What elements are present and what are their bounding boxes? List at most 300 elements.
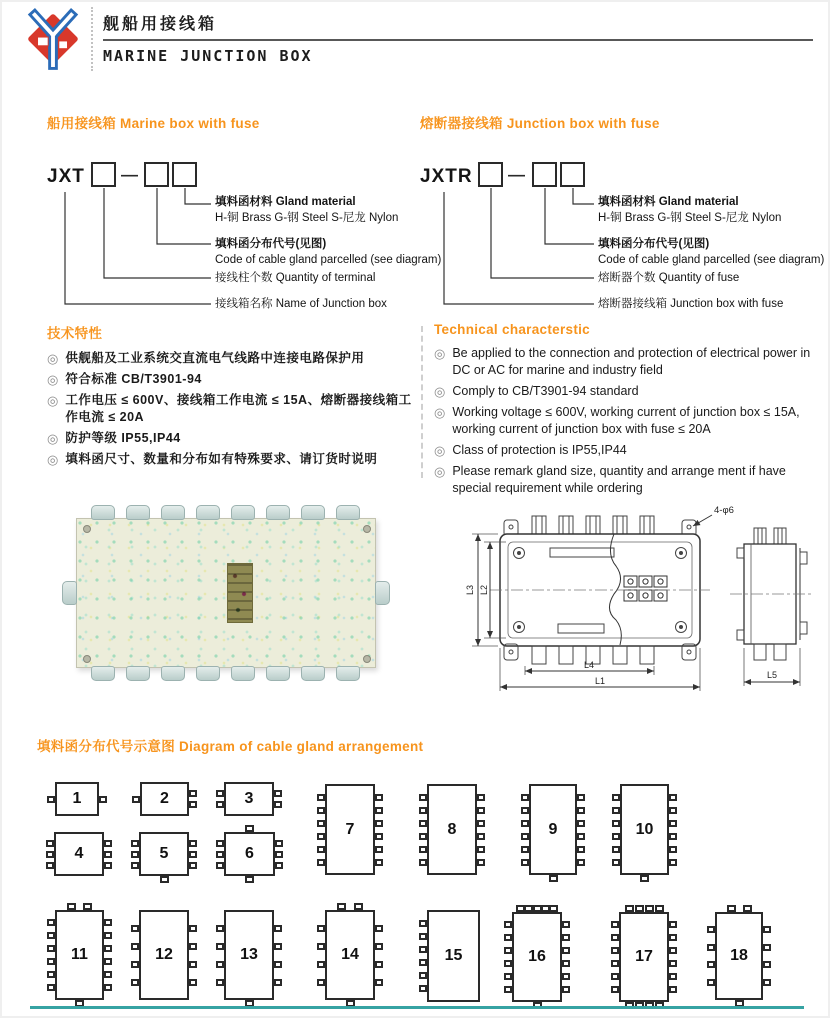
gland-tab: [104, 851, 112, 858]
gland-box-number: 12: [155, 946, 173, 963]
bullet-icon: ◎: [47, 372, 59, 387]
gland-tab: [541, 905, 550, 912]
cable-gland: [336, 505, 360, 520]
label-gland-code: 填料函分布代号(见图) Code of cable gland parcelled (see diagram): [598, 238, 825, 266]
gland-tab: [504, 921, 512, 928]
gland-tab: [354, 903, 363, 910]
gland-tab: [317, 807, 325, 814]
gland-box-number: 14: [341, 946, 359, 963]
gland-tab: [46, 862, 54, 869]
gland-tab: [274, 961, 282, 968]
gland-tab: [763, 926, 771, 933]
gland-tab: [131, 943, 139, 950]
gland-tab: [521, 859, 529, 866]
label-terminal-qty: 接线柱个数 Quantity of terminal: [215, 272, 376, 284]
gland-tab: [375, 794, 383, 801]
label-gland-material: 填料函材料 Gland material H-铜 Brass G-钢 Steel S-尼龙 Nylon: [215, 196, 399, 224]
gland-tab: [419, 933, 427, 940]
tech-item: [434, 442, 822, 459]
tech-item: [434, 404, 822, 438]
gland-tab: [216, 801, 224, 808]
gland-tab: [132, 796, 140, 803]
cable-gland: [336, 666, 360, 681]
gland-arrangement-box: [55, 782, 99, 816]
tech-cn-section: [47, 322, 417, 472]
gland-tab: [763, 961, 771, 968]
gland-tab: [763, 944, 771, 951]
tech-item: [47, 371, 417, 388]
header: [103, 11, 815, 65]
gland-tab: [655, 905, 664, 912]
tech-en-title: Technical characterstic: [434, 322, 590, 337]
gland-tab: [562, 986, 570, 993]
gland-arrangement-box: [224, 832, 275, 876]
gland-tab: [216, 943, 224, 950]
gland-tab: [477, 859, 485, 866]
gland-tab: [611, 973, 619, 980]
gland-tab: [612, 820, 620, 827]
gland-tab: [625, 905, 634, 912]
gland-tab: [274, 790, 282, 797]
gland-tab: [216, 840, 224, 847]
gland-box-number: 10: [635, 820, 654, 838]
gland-tab: [216, 961, 224, 968]
gland-tab: [611, 947, 619, 954]
gland-tab: [504, 986, 512, 993]
label-fuse-qty: 熔断器个数 Quantity of fuse: [598, 272, 740, 284]
cable-gland: [301, 505, 325, 520]
cable-gland: [266, 505, 290, 520]
gland-tab: [521, 833, 529, 840]
cable-gland: [375, 581, 390, 605]
gland-tab: [131, 961, 139, 968]
gland-tab: [104, 932, 112, 939]
gland-tab: [317, 794, 325, 801]
tech-item-text: 防护等级 IP55,IP44: [65, 431, 181, 445]
cable-gland: [91, 666, 115, 681]
cable-gland: [301, 666, 325, 681]
tech-item-text: Please remark gland size, quantity and arrange ment if have special requirement while ordering: [452, 464, 786, 495]
marine-model-designation: [47, 158, 442, 330]
tech-item-text: Be applied to the connection and protection of electrical power in DC or AC for marine and industry field: [452, 346, 811, 377]
gland-arrangement-box: [620, 784, 669, 875]
gland-tab: [562, 947, 570, 954]
cable-gland: [231, 505, 255, 520]
gland-box-number: 8: [447, 820, 457, 838]
gland-tab: [216, 790, 224, 797]
gland-tab: [245, 825, 254, 832]
gland-tab: [611, 960, 619, 967]
gland-tab: [131, 925, 139, 932]
bullet-icon: ◎: [434, 346, 446, 361]
gland-tab: [419, 946, 427, 953]
cable-gland: [161, 505, 185, 520]
gland-tab: [375, 943, 383, 950]
gland-tab: [317, 833, 325, 840]
gland-tab: [669, 921, 677, 928]
gland-tab: [375, 961, 383, 968]
cable-gland: [196, 666, 220, 681]
company-logo-icon: [24, 8, 82, 70]
model-prefix: JXT: [47, 166, 85, 187]
gland-tab: [477, 794, 485, 801]
cable-gland: [161, 666, 185, 681]
gland-tab: [104, 984, 112, 991]
gland-tab: [612, 807, 620, 814]
gland-tab: [612, 794, 620, 801]
gland-tab: [83, 903, 92, 910]
gland-tab: [317, 859, 325, 866]
cable-gland: [62, 581, 77, 605]
gland-box-number: 15: [444, 947, 463, 964]
gland-tab: [477, 833, 485, 840]
gland-tab: [562, 921, 570, 928]
gland-tab: [707, 979, 715, 986]
gland-arrangement-box: [139, 910, 189, 1000]
gland-arrangement-box: [224, 910, 274, 1000]
gland-tab: [189, 961, 197, 968]
model-code-box: [560, 162, 585, 187]
gland-tab: [47, 796, 55, 803]
gland-tab: [375, 807, 383, 814]
gland-tab: [104, 945, 112, 952]
gland-tab: [46, 851, 54, 858]
gland-tab: [549, 905, 558, 912]
gland-tab: [419, 920, 427, 927]
gland-tab: [419, 807, 427, 814]
photo-screw: [83, 655, 91, 663]
gland-tab: [216, 862, 224, 869]
gland-tab: [104, 971, 112, 978]
tech-divider: [421, 326, 423, 478]
label-gland-code: 填料函分布代号(见图) Code of cable gland parcelled (see diagram): [215, 238, 442, 266]
marine-section-title: 船用接线箱 Marine box with fuse: [47, 116, 260, 131]
bullet-icon: ◎: [434, 384, 446, 399]
gland-box-number: 2: [160, 790, 169, 807]
model-code-box: [532, 162, 557, 187]
gland-tab: [337, 903, 346, 910]
gland-arrangement-box: [55, 910, 104, 1000]
page-title-cn: 舰船用接线箱: [103, 16, 218, 33]
label-gland-material: 填料函材料 Gland material H-铜 Brass G-钢 Steel S-尼龙 Nylon: [598, 196, 782, 224]
gland-tab: [521, 794, 529, 801]
gland-tab: [375, 925, 383, 932]
gland-tab: [669, 846, 677, 853]
gland-tab: [516, 905, 525, 912]
gland-tab: [317, 979, 325, 986]
gland-tab: [669, 859, 677, 866]
bullet-icon: ◎: [47, 431, 59, 446]
gland-tab: [562, 973, 570, 980]
gland-arrangement-box: [224, 782, 274, 816]
gland-tab: [577, 820, 585, 827]
tech-item-text: 填料函尺寸、数量和分布如有特殊要求、请订货时说明: [65, 452, 378, 466]
gland-tab: [131, 840, 139, 847]
gland-tab: [611, 921, 619, 928]
gland-tab: [375, 833, 383, 840]
gland-tab: [504, 973, 512, 980]
drawing-holes-label: 4-φ6: [714, 505, 734, 516]
gland-tab: [245, 876, 254, 883]
gland-box-number: 3: [244, 790, 254, 807]
gland-tab: [189, 790, 197, 797]
cable-gland: [126, 666, 150, 681]
bullet-icon: ◎: [434, 464, 446, 479]
gland-tab: [47, 945, 55, 952]
gland-tab: [46, 840, 54, 847]
gland-tab: [669, 820, 677, 827]
gland-arrangement-box: [427, 784, 477, 875]
gland-tab: [612, 833, 620, 840]
gland-tab: [189, 862, 197, 869]
gland-arrangement-box: [427, 910, 480, 1002]
label-box-name: 接线箱名称 Name of Junction box: [215, 298, 387, 310]
gland-tab: [419, 846, 427, 853]
gland-tab: [521, 807, 529, 814]
header-rule: [103, 39, 813, 41]
photo-screw: [83, 525, 91, 533]
model-prefix: JXTR: [420, 166, 473, 187]
gland-tab: [104, 958, 112, 965]
model-dash: —: [508, 165, 525, 184]
model-code-box: [172, 162, 197, 187]
gland-tab: [216, 979, 224, 986]
tech-item-text: Class of protection is IP55,IP44: [452, 443, 627, 457]
gland-tab: [317, 925, 325, 932]
gland-tab: [317, 846, 325, 853]
tech-cn-title: 技术特性: [47, 326, 103, 341]
gland-tab: [707, 944, 715, 951]
photo-nameplate: [227, 563, 253, 623]
gland-tab: [477, 807, 485, 814]
gland-arrangement-box: [325, 784, 375, 875]
gland-tab: [504, 934, 512, 941]
gland-tab: [669, 833, 677, 840]
gland-arrangement-box: [715, 912, 763, 1000]
bullet-icon: ◎: [47, 393, 59, 408]
gland-tab: [577, 807, 585, 814]
gland-tab: [577, 794, 585, 801]
junction-box-body: [76, 518, 376, 668]
model-code-box: [144, 162, 169, 187]
gland-tab: [645, 905, 654, 912]
gland-tab: [640, 875, 649, 882]
bullet-icon: ◎: [434, 405, 446, 420]
tech-en-list: [434, 345, 822, 497]
gland-tab: [635, 905, 644, 912]
gland-tab: [419, 820, 427, 827]
gland-tab: [375, 859, 383, 866]
gland-tab: [104, 919, 112, 926]
gland-box-number: 17: [635, 948, 653, 965]
gland-tab: [189, 801, 197, 808]
header-divider: [91, 7, 93, 71]
label-box-name: 熔断器接线箱 Junction box with fuse: [598, 298, 784, 310]
gland-tab: [216, 925, 224, 932]
tech-item-text: 符合标准 CB/T3901-94: [65, 372, 202, 386]
marine-box-section: [47, 112, 442, 330]
gland-tab: [104, 840, 112, 847]
gland-tab: [521, 846, 529, 853]
gland-tab: [375, 820, 383, 827]
gland-tab: [727, 905, 736, 912]
gland-arrangement-box: [619, 912, 669, 1002]
gland-tab: [274, 925, 282, 932]
gland-tab: [160, 876, 169, 883]
bottom-rule: [30, 1006, 804, 1009]
gland-tab: [216, 851, 224, 858]
gland-tab: [131, 851, 139, 858]
gland-arrangement-box: [529, 784, 577, 875]
model-code-box: [91, 162, 116, 187]
dimension-drawing: [462, 492, 824, 707]
gland-diagram-title: 填料函分布代号示意图 Diagram of cable gland arrangement: [37, 739, 424, 754]
gland-box-number: 1: [72, 790, 82, 807]
gland-tab: [275, 862, 283, 869]
gland-tab: [669, 934, 677, 941]
gland-box-number: 4: [74, 845, 84, 862]
gland-tab: [47, 932, 55, 939]
gland-tab: [669, 986, 677, 993]
gland-arrangement-box: [325, 910, 375, 1000]
gland-tab: [317, 820, 325, 827]
gland-tab: [131, 862, 139, 869]
gland-tab: [375, 979, 383, 986]
gland-tab: [533, 905, 542, 912]
tech-cn-list: [47, 350, 417, 468]
gland-tab: [47, 984, 55, 991]
gland-tab: [419, 859, 427, 866]
bullet-icon: ◎: [434, 443, 446, 458]
gland-arrangement-box: [140, 782, 189, 816]
gland-tab: [189, 851, 197, 858]
gland-box-number: 16: [528, 948, 546, 965]
bullet-icon: ◎: [47, 351, 59, 366]
gland-tab: [275, 840, 283, 847]
gland-tab: [763, 979, 771, 986]
gland-box-number: 7: [345, 820, 355, 838]
gland-tab: [477, 846, 485, 853]
gland-tab: [131, 979, 139, 986]
gland-tab: [669, 807, 677, 814]
gland-tab: [743, 905, 752, 912]
product-photo: [62, 498, 392, 690]
gland-tab: [611, 986, 619, 993]
gland-tab: [419, 972, 427, 979]
gland-tab: [419, 794, 427, 801]
gland-box-number: 6: [245, 845, 254, 862]
tech-item-text: 供舰船及工业系统交直流电气线路中连接电路保护用: [65, 351, 365, 365]
gland-tab: [549, 875, 558, 882]
cable-gland: [91, 505, 115, 520]
gland-box-number: 9: [548, 820, 558, 838]
gland-tab: [504, 947, 512, 954]
gland-tab: [317, 943, 325, 950]
gland-tab: [612, 846, 620, 853]
tech-en-section: [434, 322, 822, 501]
gland-tab: [419, 833, 427, 840]
gland-box-number: 18: [730, 947, 748, 964]
gland-box-number: 5: [159, 845, 169, 862]
gland-tab: [274, 979, 282, 986]
tech-item-text: Working voltage ≤ 600V, working current of junction box ≤ 15A, working current of junction box with fuse ≤ 20A: [452, 405, 800, 436]
photo-screw: [363, 525, 371, 533]
gland-tab: [104, 862, 112, 869]
tech-item-text: 工作电压 ≤ 600V、接线箱工作电流 ≤ 15A、熔断器接线箱工作电流 ≤ 20A: [65, 393, 412, 424]
cable-gland: [266, 666, 290, 681]
tech-item: [47, 350, 417, 367]
gland-tab: [99, 796, 107, 803]
gland-tab: [669, 973, 677, 980]
gland-arrangement-box: [139, 832, 189, 876]
gland-arrangement-box: [54, 832, 104, 876]
tech-item: [434, 345, 822, 379]
gland-tab: [577, 833, 585, 840]
gland-tab: [275, 851, 283, 858]
tech-item: [47, 392, 417, 426]
gland-tab: [419, 985, 427, 992]
gland-tab: [612, 859, 620, 866]
gland-arrangement-box: [512, 912, 562, 1002]
gland-tab: [47, 958, 55, 965]
tech-item-text: Comply to CB/T3901-94 standard: [452, 384, 639, 398]
gland-tab: [577, 846, 585, 853]
gland-tab: [189, 840, 197, 847]
gland-tab: [521, 820, 529, 827]
gland-tab: [274, 943, 282, 950]
gland-tab: [189, 979, 197, 986]
gland-tab: [47, 971, 55, 978]
page-title-en: MARINE JUNCTION BOX: [103, 47, 313, 65]
gland-tab: [274, 801, 282, 808]
bullet-icon: ◎: [47, 452, 59, 467]
gland-tab: [47, 919, 55, 926]
gland-tab: [317, 961, 325, 968]
gland-tab: [577, 859, 585, 866]
photo-screw: [363, 655, 371, 663]
gland-tab: [524, 905, 533, 912]
dim-label-l1: L1: [594, 676, 606, 686]
model-code-box: [478, 162, 503, 187]
gland-tab: [477, 820, 485, 827]
gland-tab: [707, 926, 715, 933]
gland-tab: [707, 961, 715, 968]
gland-tab: [562, 960, 570, 967]
gland-tab: [67, 903, 76, 910]
gland-tab: [669, 947, 677, 954]
gland-tab: [375, 846, 383, 853]
gland-tab: [562, 934, 570, 941]
cable-gland: [196, 505, 220, 520]
tech-item: [47, 430, 417, 447]
gland-tab: [669, 794, 677, 801]
gland-tab: [611, 934, 619, 941]
gland-tab: [504, 960, 512, 967]
dim-label-l2: L2: [479, 584, 489, 596]
gland-box-number: 13: [240, 946, 258, 963]
gland-tab: [189, 925, 197, 932]
tech-item: [434, 383, 822, 400]
dim-label-l4: L4: [583, 660, 595, 670]
cable-gland: [231, 666, 255, 681]
tech-item: [47, 451, 417, 468]
fuse-box-section: [420, 112, 825, 330]
cable-gland: [126, 505, 150, 520]
gland-tab: [419, 959, 427, 966]
dim-label-l5: L5: [766, 670, 778, 680]
gland-tab: [669, 960, 677, 967]
dim-label-l3: L3: [465, 584, 475, 596]
